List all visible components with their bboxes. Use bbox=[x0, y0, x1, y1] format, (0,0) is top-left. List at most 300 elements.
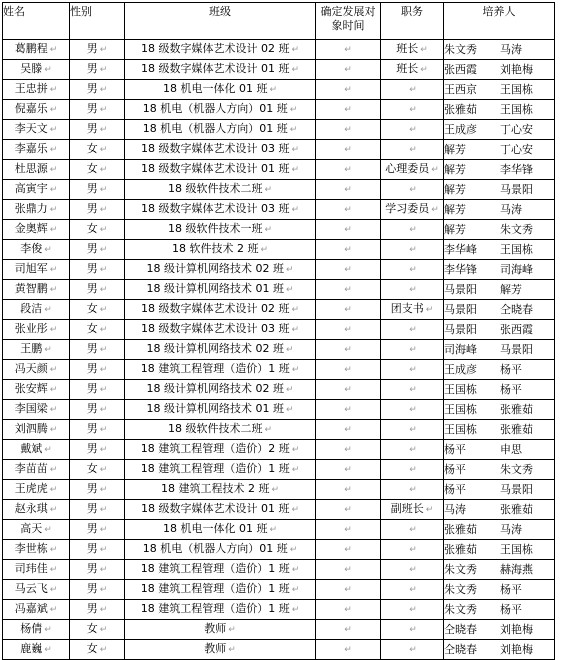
mentor-primary: 仝晓春 bbox=[444, 642, 477, 656]
cell-mentor bbox=[444, 240, 555, 260]
cell-name-text: 金奥辉 bbox=[14, 222, 48, 235]
paragraph-mark: ↵ bbox=[99, 625, 108, 635]
paragraph-mark: ↵ bbox=[409, 565, 417, 575]
cell-class bbox=[125, 280, 316, 300]
header-name: 姓名 bbox=[3, 3, 70, 40]
cell-gender bbox=[70, 340, 125, 360]
cell-class-text: 18 机电一体化 01 班 bbox=[162, 522, 268, 535]
mentor-secondary: 马景阳 bbox=[500, 342, 533, 356]
mentor-primary: 朱文秀 bbox=[444, 42, 477, 56]
mentor-primary: 杨平 bbox=[444, 462, 466, 476]
cell-name-text: 杨倩 bbox=[20, 622, 43, 635]
cell-name bbox=[3, 200, 70, 220]
paragraph-mark: ↵ bbox=[344, 645, 352, 655]
cell-mentor bbox=[444, 120, 555, 140]
mentor-primary: 解芳 bbox=[444, 182, 466, 196]
paragraph-mark: ↵ bbox=[99, 145, 108, 155]
cell-class bbox=[125, 340, 316, 360]
table-row bbox=[3, 380, 555, 400]
cell-class bbox=[125, 480, 316, 500]
cell-mentor bbox=[444, 520, 555, 540]
cell-gender bbox=[70, 160, 125, 180]
cell-name-text: 高寅宇 bbox=[14, 182, 48, 195]
cell-duty bbox=[381, 420, 444, 440]
cell-gender bbox=[70, 80, 125, 100]
cell-class bbox=[125, 560, 316, 580]
paragraph-mark: ↵ bbox=[344, 145, 352, 155]
paragraph-mark: ↵ bbox=[420, 65, 428, 75]
paragraph-mark: ↵ bbox=[285, 265, 294, 275]
cell-duty bbox=[381, 200, 444, 220]
cell-gender-text: 女 bbox=[86, 302, 98, 315]
paragraph-mark: ↵ bbox=[409, 185, 417, 195]
mentor-primary: 王成彦 bbox=[444, 122, 477, 136]
cell-time bbox=[316, 400, 381, 420]
paragraph-mark: ↵ bbox=[49, 585, 58, 595]
paragraph-mark: ↵ bbox=[431, 205, 439, 215]
paragraph-mark: ↵ bbox=[99, 265, 108, 275]
cell-mentor bbox=[444, 560, 555, 580]
cell-time bbox=[316, 300, 381, 320]
cell-name bbox=[3, 420, 70, 440]
cell-name-text: 高天 bbox=[20, 522, 43, 535]
paragraph-mark: ↵ bbox=[99, 645, 108, 655]
cell-time bbox=[316, 540, 381, 560]
cell-gender-text: 男 bbox=[86, 422, 98, 435]
paragraph-mark: ↵ bbox=[99, 465, 108, 475]
cell-name bbox=[3, 520, 70, 540]
paragraph-mark: ↵ bbox=[49, 125, 58, 135]
cell-gender-text: 男 bbox=[86, 342, 98, 355]
paragraph-mark: ↵ bbox=[285, 285, 294, 295]
paragraph-mark: ↵ bbox=[344, 485, 352, 495]
cell-name bbox=[3, 140, 70, 160]
paragraph-mark: ↵ bbox=[344, 545, 352, 555]
paragraph-mark: ↵ bbox=[99, 305, 108, 315]
cell-class-text: 18 级数字媒体艺术设计 02 班 bbox=[140, 302, 290, 315]
table-row bbox=[3, 200, 555, 220]
cell-gender-text: 男 bbox=[86, 442, 98, 455]
cell-time bbox=[316, 520, 381, 540]
cell-class bbox=[125, 400, 316, 420]
cell-gender bbox=[70, 220, 125, 240]
cell-name-text: 张鼎力 bbox=[14, 202, 48, 215]
paragraph-mark: ↵ bbox=[285, 405, 294, 415]
cell-class-text: 18 级软件技术一班 bbox=[167, 222, 263, 235]
cell-class bbox=[125, 520, 316, 540]
mentor-secondary: 丁心安 bbox=[500, 142, 533, 156]
cell-time bbox=[316, 560, 381, 580]
cell-duty bbox=[381, 400, 444, 420]
cell-name bbox=[3, 380, 70, 400]
cell-duty bbox=[381, 520, 444, 540]
paragraph-mark: ↵ bbox=[49, 265, 58, 275]
cell-class bbox=[125, 500, 316, 520]
paragraph-mark: ↵ bbox=[44, 625, 52, 635]
cell-gender-text: 女 bbox=[86, 162, 98, 175]
cell-gender bbox=[70, 420, 125, 440]
cell-duty bbox=[381, 500, 444, 520]
paragraph-mark: ↵ bbox=[344, 465, 352, 475]
cell-gender bbox=[70, 180, 125, 200]
cell-gender bbox=[70, 140, 125, 160]
cell-class-text: 教师 bbox=[204, 622, 227, 635]
paragraph-mark: ↵ bbox=[409, 465, 417, 475]
paragraph-mark: ↵ bbox=[99, 65, 108, 75]
paragraph-mark: ↵ bbox=[44, 445, 52, 455]
paragraph-mark: ↵ bbox=[99, 485, 108, 495]
mentor-primary: 马景阳 bbox=[444, 282, 477, 296]
paragraph-mark: ↵ bbox=[264, 425, 273, 435]
cell-duty bbox=[381, 580, 444, 600]
paragraph-mark: ↵ bbox=[49, 165, 58, 175]
cell-class-text: 18 级数字媒体艺术设计 01 班 bbox=[140, 502, 290, 515]
paragraph-mark: ↵ bbox=[344, 525, 352, 535]
cell-mentor bbox=[444, 60, 555, 80]
cell-time bbox=[316, 80, 381, 100]
paragraph-mark: ↵ bbox=[99, 365, 108, 375]
paragraph-mark: ↵ bbox=[344, 125, 352, 135]
mentor-secondary: 朱文秀 bbox=[500, 462, 533, 476]
cell-name-text: 吴滕 bbox=[20, 62, 43, 75]
cell-gender-text: 男 bbox=[86, 502, 98, 515]
paragraph-mark: ↵ bbox=[344, 265, 352, 275]
cell-mentor bbox=[444, 160, 555, 180]
paragraph-mark: ↵ bbox=[99, 445, 108, 455]
paragraph-mark: ↵ bbox=[44, 245, 52, 255]
cell-class-text: 18 建筑工程管理（造价）2 班 bbox=[140, 442, 290, 455]
cell-name bbox=[3, 160, 70, 180]
cell-time bbox=[316, 460, 381, 480]
cell-duty bbox=[381, 180, 444, 200]
cell-mentor bbox=[444, 180, 555, 200]
cell-gender-text: 男 bbox=[86, 62, 98, 75]
paragraph-mark: ↵ bbox=[409, 485, 417, 495]
mentor-secondary: 朱文秀 bbox=[500, 222, 533, 236]
cell-gender-text: 女 bbox=[86, 642, 98, 655]
cell-class-text: 18 建筑工程管理（造价）1 班 bbox=[140, 562, 290, 575]
paragraph-mark: ↵ bbox=[285, 385, 294, 395]
cell-name-text: 李嘉乐 bbox=[14, 142, 48, 155]
cell-class bbox=[125, 200, 316, 220]
table-row bbox=[3, 440, 555, 460]
paragraph-mark: ↵ bbox=[228, 625, 236, 635]
cell-name bbox=[3, 460, 70, 480]
mentor-secondary: 马景阳 bbox=[500, 182, 533, 196]
mentor-secondary: 刘艳梅 bbox=[500, 642, 533, 656]
paragraph-mark: ↵ bbox=[260, 245, 269, 255]
table-row bbox=[3, 280, 555, 300]
mentor-secondary: 张雅茹 bbox=[500, 402, 533, 416]
paragraph-mark: ↵ bbox=[49, 465, 58, 475]
paragraph-mark: ↵ bbox=[344, 605, 352, 615]
cell-gender-text: 男 bbox=[86, 262, 98, 275]
mentor-secondary: 马涛 bbox=[500, 522, 522, 536]
mentor-secondary: 王国栋 bbox=[500, 242, 533, 256]
paragraph-mark: ↵ bbox=[49, 385, 58, 395]
cell-mentor bbox=[444, 40, 555, 60]
cell-name-text: 马云飞 bbox=[14, 582, 48, 595]
paragraph-mark: ↵ bbox=[49, 485, 58, 495]
mentor-primary: 王国栋 bbox=[444, 422, 477, 436]
cell-class bbox=[125, 260, 316, 280]
mentor-secondary: 王国栋 bbox=[500, 82, 533, 96]
cell-class-text: 18 机电（机器人方向）01 班 bbox=[142, 122, 288, 135]
paragraph-mark: ↵ bbox=[99, 405, 108, 415]
paragraph-mark: ↵ bbox=[49, 325, 58, 335]
table-row bbox=[3, 140, 555, 160]
cell-time bbox=[316, 220, 381, 240]
mentor-primary: 解芳 bbox=[444, 222, 466, 236]
mentor-secondary: 解芳 bbox=[500, 282, 522, 296]
table-row bbox=[3, 600, 555, 620]
paragraph-mark: ↵ bbox=[99, 85, 108, 95]
cell-time bbox=[316, 100, 381, 120]
cell-duty-text: 班长 bbox=[396, 62, 419, 75]
mentor-primary: 王国栋 bbox=[444, 402, 477, 416]
mentor-secondary: 张雅茹 bbox=[500, 502, 533, 516]
cell-gender-text: 男 bbox=[86, 42, 98, 55]
mentor-secondary: 王国栋 bbox=[500, 102, 533, 116]
cell-gender-text: 男 bbox=[86, 362, 98, 375]
paragraph-mark: ↵ bbox=[409, 585, 417, 595]
paragraph-mark: ↵ bbox=[99, 425, 108, 435]
table-row bbox=[3, 560, 555, 580]
paragraph-mark: ↵ bbox=[99, 525, 108, 535]
paragraph-mark: ↵ bbox=[99, 185, 108, 195]
mentor-primary: 解芳 bbox=[444, 142, 466, 156]
paragraph-mark: ↵ bbox=[409, 285, 417, 295]
cell-class-text: 18 级数字媒体艺术设计 01 班 bbox=[140, 162, 290, 175]
paragraph-mark: ↵ bbox=[431, 165, 439, 175]
paragraph-mark: ↵ bbox=[49, 405, 58, 415]
cell-time bbox=[316, 60, 381, 80]
paragraph-mark: ↵ bbox=[228, 645, 236, 655]
cell-class bbox=[125, 220, 316, 240]
paragraph-mark: ↵ bbox=[49, 225, 58, 235]
cell-mentor bbox=[444, 580, 555, 600]
cell-gender bbox=[70, 600, 125, 620]
paragraph-mark: ↵ bbox=[49, 285, 58, 295]
paragraph-mark: ↵ bbox=[49, 205, 58, 215]
table-row bbox=[3, 60, 555, 80]
paragraph-mark: ↵ bbox=[344, 445, 352, 455]
mentor-secondary: 仝晓春 bbox=[500, 302, 533, 316]
cell-time bbox=[316, 120, 381, 140]
cell-class-text: 18 级软件技术二班 bbox=[167, 422, 263, 435]
cell-gender-text: 男 bbox=[86, 382, 98, 395]
cell-class-text: 18 建筑工程管理（造价）1 班 bbox=[140, 462, 290, 475]
cell-name-text: 倪嘉乐 bbox=[14, 102, 48, 115]
cell-gender bbox=[70, 520, 125, 540]
cell-gender-text: 男 bbox=[86, 582, 98, 595]
cell-name bbox=[3, 320, 70, 340]
cell-mentor bbox=[444, 420, 555, 440]
cell-duty bbox=[381, 380, 444, 400]
paragraph-mark: ↵ bbox=[420, 45, 428, 55]
cell-name-text: 张安辉 bbox=[14, 382, 48, 395]
cell-time bbox=[316, 500, 381, 520]
cell-name bbox=[3, 560, 70, 580]
cell-name bbox=[3, 180, 70, 200]
cell-class bbox=[125, 160, 316, 180]
mentor-primary: 李华峰 bbox=[444, 242, 477, 256]
paragraph-mark: ↵ bbox=[49, 545, 58, 555]
mentor-primary: 解芳 bbox=[444, 162, 466, 176]
cell-duty bbox=[381, 220, 444, 240]
cell-time bbox=[316, 420, 381, 440]
cell-duty bbox=[381, 40, 444, 60]
cell-class-text: 18 级计算机网络技术 01 班 bbox=[146, 282, 284, 295]
cell-mentor bbox=[444, 260, 555, 280]
paragraph-mark: ↵ bbox=[344, 185, 352, 195]
paragraph-mark: ↵ bbox=[291, 145, 300, 155]
cell-class-text: 18 级计算机网络技术 01 班 bbox=[146, 402, 284, 415]
paragraph-mark: ↵ bbox=[409, 445, 417, 455]
cell-gender bbox=[70, 620, 125, 640]
table-row bbox=[3, 340, 555, 360]
table-row bbox=[3, 120, 555, 140]
cell-class bbox=[125, 580, 316, 600]
paragraph-mark: ↵ bbox=[291, 305, 300, 315]
cell-name bbox=[3, 480, 70, 500]
cell-gender-text: 男 bbox=[86, 602, 98, 615]
cell-gender-text: 男 bbox=[86, 82, 98, 95]
paragraph-mark: ↵ bbox=[291, 565, 300, 575]
cell-name bbox=[3, 100, 70, 120]
cell-class-text: 18 级计算机网络技术 02 班 bbox=[146, 342, 284, 355]
cell-mentor bbox=[444, 540, 555, 560]
cell-name-text: 赵永琪 bbox=[14, 502, 48, 515]
cell-name bbox=[3, 400, 70, 420]
mentor-primary: 马涛 bbox=[444, 502, 466, 516]
paragraph-mark: ↵ bbox=[291, 605, 300, 615]
cell-time bbox=[316, 580, 381, 600]
cell-class-text: 18 软件技术 2 班 bbox=[171, 242, 259, 255]
paragraph-mark: ↵ bbox=[264, 225, 273, 235]
mentor-primary: 朱文秀 bbox=[444, 602, 477, 616]
table-row bbox=[3, 520, 555, 540]
cell-class bbox=[125, 320, 316, 340]
paragraph-mark: ↵ bbox=[344, 585, 352, 595]
paragraph-mark: ↵ bbox=[409, 85, 417, 95]
cell-class-text: 18 级数字媒体艺术设计 03 班 bbox=[140, 202, 290, 215]
cell-gender bbox=[70, 360, 125, 380]
cell-time bbox=[316, 260, 381, 280]
paragraph-mark: ↵ bbox=[409, 125, 417, 135]
cell-name-text: 戴斌 bbox=[20, 442, 43, 455]
paragraph-mark: ↵ bbox=[409, 385, 417, 395]
mentor-secondary: 赫海燕 bbox=[500, 562, 533, 576]
paragraph-mark: ↵ bbox=[344, 385, 352, 395]
cell-class bbox=[125, 620, 316, 640]
cell-name-text: 王虎虎 bbox=[14, 482, 48, 495]
cell-duty bbox=[381, 120, 444, 140]
paragraph-mark: ↵ bbox=[49, 425, 58, 435]
mentor-secondary: 申思 bbox=[500, 442, 522, 456]
cell-gender bbox=[70, 280, 125, 300]
cell-time bbox=[316, 620, 381, 640]
table-row bbox=[3, 300, 555, 320]
cell-name-text: 冯天颜 bbox=[14, 362, 48, 375]
paragraph-mark: ↵ bbox=[291, 505, 300, 515]
table-row bbox=[3, 500, 555, 520]
paragraph-mark: ↵ bbox=[269, 85, 278, 95]
paragraph-mark: ↵ bbox=[49, 145, 58, 155]
cell-mentor bbox=[444, 80, 555, 100]
paragraph-mark: ↵ bbox=[49, 105, 58, 115]
cell-gender bbox=[70, 300, 125, 320]
cell-time bbox=[316, 180, 381, 200]
cell-duty-text: 班长 bbox=[396, 42, 419, 55]
cell-duty bbox=[381, 300, 444, 320]
cell-gender-text: 男 bbox=[86, 182, 98, 195]
cell-duty bbox=[381, 540, 444, 560]
paragraph-mark: ↵ bbox=[99, 585, 108, 595]
paragraph-mark: ↵ bbox=[344, 325, 352, 335]
paragraph-mark: ↵ bbox=[99, 285, 108, 295]
table-row bbox=[3, 360, 555, 380]
paragraph-mark: ↵ bbox=[99, 205, 108, 215]
paragraph-mark: ↵ bbox=[291, 465, 300, 475]
mentor-primary: 李华锋 bbox=[444, 262, 477, 276]
table-row bbox=[3, 540, 555, 560]
cell-mentor bbox=[444, 360, 555, 380]
paragraph-mark: ↵ bbox=[344, 165, 352, 175]
cell-class-text: 教师 bbox=[204, 642, 227, 655]
paragraph-mark: ↵ bbox=[409, 605, 417, 615]
paragraph-mark: ↵ bbox=[99, 165, 108, 175]
mentor-secondary: 司海峰 bbox=[500, 262, 533, 276]
cell-time bbox=[316, 320, 381, 340]
paragraph-mark: ↵ bbox=[44, 345, 52, 355]
paragraph-mark: ↵ bbox=[409, 645, 417, 655]
mentor-primary: 张西霞 bbox=[444, 62, 477, 76]
cell-gender-text: 男 bbox=[86, 542, 98, 555]
cell-time bbox=[316, 440, 381, 460]
cell-gender bbox=[70, 200, 125, 220]
mentor-secondary: 马景阳 bbox=[500, 482, 533, 496]
mentor-primary: 朱文秀 bbox=[444, 562, 477, 576]
paragraph-mark: ↵ bbox=[44, 305, 52, 315]
cell-mentor bbox=[444, 600, 555, 620]
paragraph-mark: ↵ bbox=[99, 545, 108, 555]
cell-gender-text: 女 bbox=[86, 322, 98, 335]
cell-duty bbox=[381, 360, 444, 380]
paragraph-mark: ↵ bbox=[344, 205, 352, 215]
cell-duty bbox=[381, 80, 444, 100]
cell-gender-text: 女 bbox=[86, 142, 98, 155]
paragraph-mark: ↵ bbox=[49, 85, 58, 95]
cell-time bbox=[316, 140, 381, 160]
cell-gender bbox=[70, 560, 125, 580]
cell-duty bbox=[381, 340, 444, 360]
cell-name-text: 李苗苗 bbox=[14, 462, 48, 475]
mentor-primary: 杨平 bbox=[444, 442, 466, 456]
table-row bbox=[3, 400, 555, 420]
cell-class bbox=[125, 360, 316, 380]
paragraph-mark: ↵ bbox=[99, 225, 108, 235]
mentor-primary: 王国栋 bbox=[444, 382, 477, 396]
cell-class-text: 18 机电一体化 01 班 bbox=[162, 82, 268, 95]
cell-name bbox=[3, 620, 70, 640]
cell-gender-text: 男 bbox=[86, 102, 98, 115]
paragraph-mark: ↵ bbox=[99, 385, 108, 395]
header-time: 确定发展对象时间 bbox=[316, 3, 381, 40]
paragraph-mark: ↵ bbox=[344, 625, 352, 635]
cell-gender-text: 女 bbox=[86, 462, 98, 475]
cell-name-text: 杜思源 bbox=[14, 162, 48, 175]
